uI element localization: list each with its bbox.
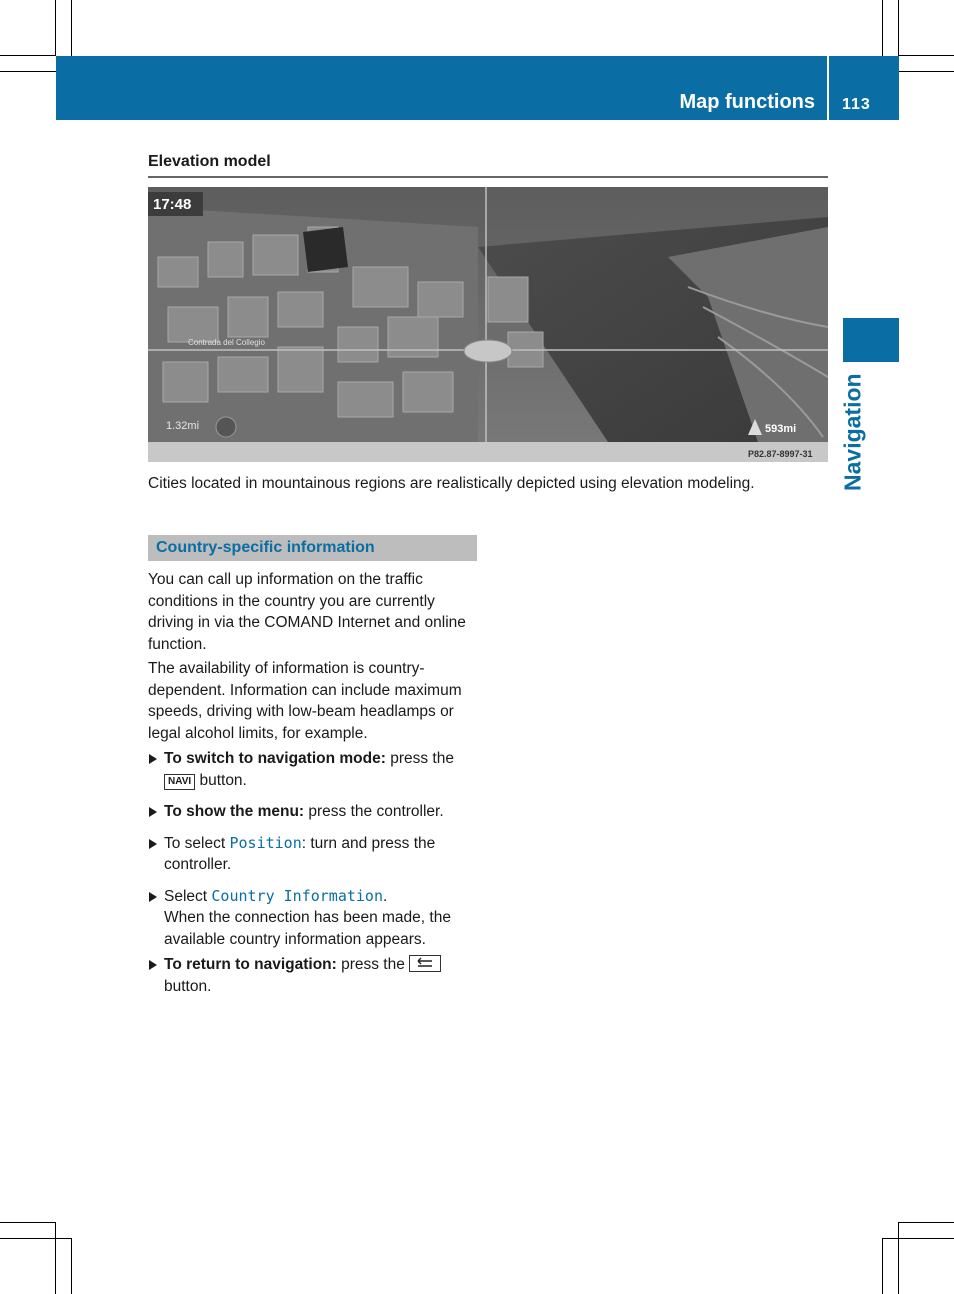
instruction-step [148,954,480,997]
map-street-label: Contrada del Collegio [188,338,265,347]
paragraph: You can call up information on the traffic conditions in the country you are currently driving in via the COMAND Internet and online function. [148,571,466,653]
menu-item-position: Position [229,833,302,852]
crop-mark [0,55,56,56]
crop-mark [55,0,56,56]
compass-icon [216,417,236,437]
step-text: . [382,887,388,905]
crop-mark [882,1238,954,1239]
step-text: To select [164,834,230,852]
crop-mark [0,71,56,72]
section-rule [148,176,828,178]
crop-mark [882,0,883,56]
step-text: button. [195,771,247,789]
step-label: To switch to navigation mode: [164,750,386,767]
section-heading: Elevation model [148,153,271,170]
crop-mark [55,1222,56,1294]
crop-mark [71,0,72,56]
map-time: 17:48 [153,196,192,213]
step-result-text: When the connection has been made, the available country information appears. [164,909,451,948]
instruction-step [148,801,480,823]
crop-mark [898,55,954,56]
step-text: Select [164,887,212,905]
header-divider [827,56,829,120]
chapter-title: Map functions [679,91,815,113]
menu-item-country-information: Country Information [211,886,383,905]
image-caption: Cities located in mountainous regions are realistically depicted using elevation modeling. [148,475,755,492]
instruction-step [148,886,480,951]
step-text: : turn and press the controller. [164,834,436,873]
step-text: press the controller. [304,803,444,820]
crop-mark [71,1238,72,1294]
step-label: To show the menu: [164,803,305,820]
crosshair-cursor-icon [464,340,512,362]
page-number: 113 [842,96,871,113]
step-text: button. [164,977,212,995]
crop-mark [0,1238,72,1239]
instruction-step [148,748,480,791]
crop-mark [898,71,954,72]
crop-mark [882,1238,883,1294]
header-bar [56,56,899,120]
step-text: press the [336,956,410,973]
side-tab-marker [843,318,899,362]
side-tab-label: Navigation [839,373,866,491]
step-label: To return to navigation: [164,956,337,973]
crop-mark [898,1222,899,1294]
subsection-heading: Country-specific information [148,535,477,561]
back-key-icon [409,955,441,972]
paragraph: The availability of information is country-dependent. Information can include maximum speeds, driving with low-beam headlamps or legal alcohol limits, for example. [148,660,462,742]
map-distance-right: 593mi [765,423,797,435]
step-text: press the [385,750,454,767]
instruction-step [148,833,480,876]
crop-mark [898,0,899,56]
map-distance-left: 1.32mi [166,420,200,432]
elevation-map-image [148,187,828,462]
crop-mark [898,1222,954,1223]
crop-mark [0,1222,56,1223]
navi-key-icon: NAVI [164,774,195,790]
image-code: P82.87-8997-31 [748,449,813,459]
body-column [148,569,480,1007]
